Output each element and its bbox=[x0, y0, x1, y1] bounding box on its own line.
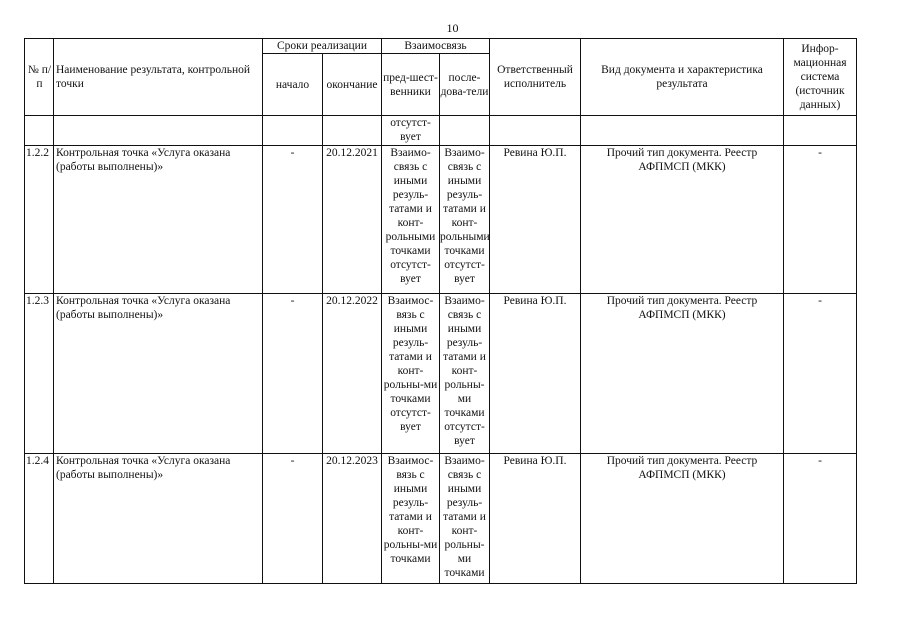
row-successors: Взаимо-связь с иными резуль-татами и конт-рольны-ми точками bbox=[440, 454, 490, 584]
row-successors: Взаимо-связь с иными резуль-татами и конт-рольны-ми точками отсутст-вует bbox=[440, 294, 490, 454]
row-start: - bbox=[263, 454, 323, 584]
row-start: - bbox=[263, 294, 323, 454]
header-doctype: Вид документа и характеристика результата bbox=[581, 39, 784, 116]
row-end: 20.12.2023 bbox=[323, 454, 382, 584]
table-row bbox=[25, 146, 857, 294]
row-end: 20.12.2021 bbox=[323, 146, 382, 294]
row-start: - bbox=[263, 146, 323, 294]
row-predecessors: Взаимо-связь с иными резуль-татами и конт-рольными точками отсутст-вует bbox=[382, 146, 440, 294]
header-end: окончание bbox=[323, 54, 382, 116]
row-num: 1.2.4 bbox=[25, 454, 54, 584]
row-name: Контрольная точка «Услуга оказана (работы выполнены)» bbox=[54, 294, 263, 454]
row-successors: Взаимо-связь с иными резуль-татами и конт-рольными точками отсутст-вует bbox=[440, 146, 490, 294]
row-responsible: Ревина Ю.П. bbox=[490, 146, 581, 294]
header-num: № п/п bbox=[25, 39, 54, 116]
row-doc-type: Прочий тип документа. Реестр АФПМСП (МКК) bbox=[581, 454, 784, 584]
header-relation: Взаимосвязь bbox=[382, 39, 490, 54]
row-doc-type: Прочий тип документа. Реестр АФПМСП (МКК) bbox=[581, 294, 784, 454]
row-responsible: Ревина Ю.П. bbox=[490, 454, 581, 584]
row-num: 1.2.3 bbox=[25, 294, 54, 454]
header-name: Наименование результата, контрольной точки bbox=[54, 39, 263, 116]
header-predecessors: пред-шест-венники bbox=[382, 54, 440, 116]
row-info-system: - bbox=[784, 294, 857, 454]
table-row bbox=[25, 454, 857, 584]
header-infosys: Инфор-мационная система (источник данных) bbox=[784, 39, 857, 116]
header-start: начало bbox=[263, 54, 323, 116]
results-table bbox=[24, 38, 857, 584]
row-info-system: - bbox=[784, 146, 857, 294]
row-name: Контрольная точка «Услуга оказана (работы выполнены)» bbox=[54, 454, 263, 584]
row-doc-type: Прочий тип документа. Реестр АФПМСП (МКК) bbox=[581, 146, 784, 294]
continuation-predecessors: отсутст-вует bbox=[382, 116, 440, 146]
row-end: 20.12.2022 bbox=[323, 294, 382, 454]
row-predecessors: Взаимос-вязь с иными резуль-татами и конт-рольны-ми точками отсутст-вует bbox=[382, 294, 440, 454]
row-name: Контрольная точка «Услуга оказана (работы выполнены)» bbox=[54, 146, 263, 294]
continuation-row bbox=[25, 116, 857, 146]
row-responsible: Ревина Ю.П. bbox=[490, 294, 581, 454]
row-predecessors: Взаимос-вязь с иными резуль-татами и конт-рольны-ми точками bbox=[382, 454, 440, 584]
table-row bbox=[25, 294, 857, 454]
page-number: 10 bbox=[446, 21, 459, 35]
row-info-system: - bbox=[784, 454, 857, 584]
header-successors: после-дова-тели bbox=[440, 54, 490, 116]
header-row-1 bbox=[25, 39, 857, 54]
header-deadlines: Сроки реализации bbox=[263, 39, 382, 54]
row-num: 1.2.2 bbox=[25, 146, 54, 294]
header-responsible: Ответственный исполнитель bbox=[490, 39, 581, 116]
